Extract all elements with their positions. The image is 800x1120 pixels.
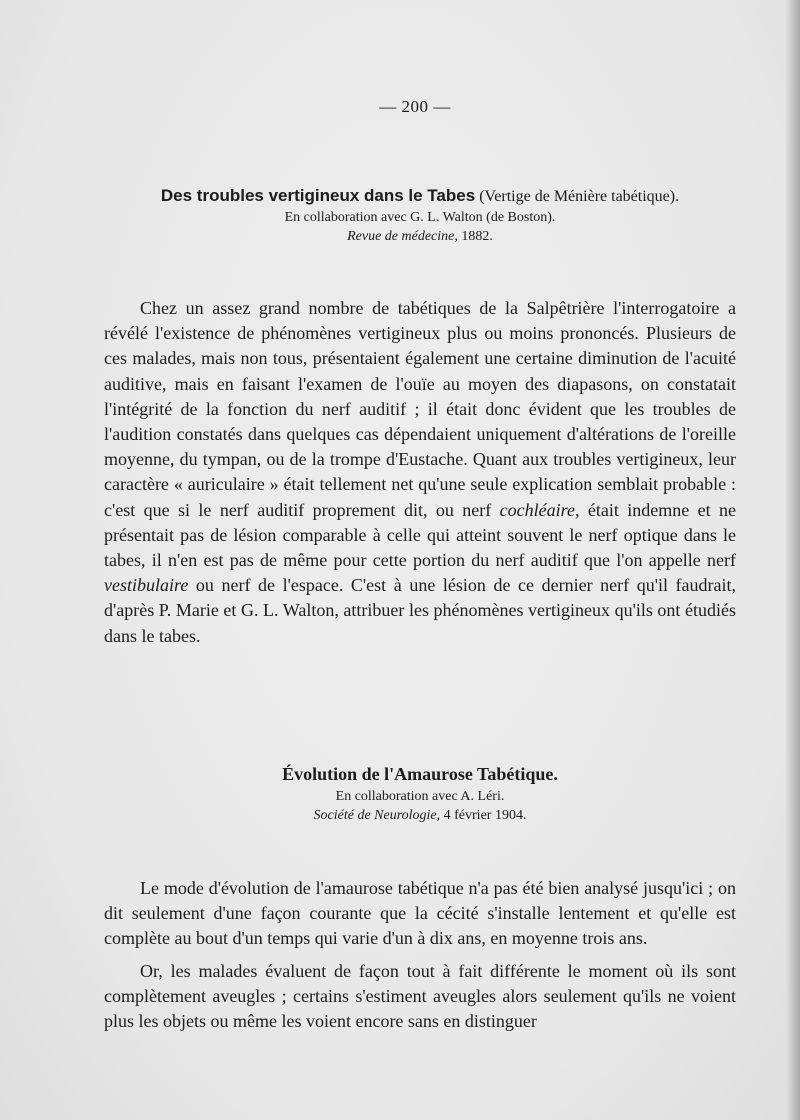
source-journal: Revue de médecine,: [347, 229, 458, 244]
emphasis-vestibulaire: vestibulaire: [104, 575, 189, 596]
article-title-main: Évolution de l'Amaurose Tabétique.: [282, 764, 558, 784]
page-number: — 200 —: [379, 97, 451, 116]
emphasis-cochleaire: cochléaire,: [499, 499, 580, 520]
body-paragraph: Or, les malades évaluent de façon tout à fait différente le moment où ils sont complètement aveugles ; certains s'estiment aveugles alors seulement qu'ils ne voient plus les objets ou même les voient encore sans en distinguer: [104, 960, 736, 1032]
body-paragraph: [104, 296, 736, 649]
source-line: [104, 808, 736, 824]
source-journal: Société de Neurologie,: [313, 808, 441, 823]
collaboration-line: En collaboration avec A. Léri.: [335, 789, 505, 804]
source-year: 1882.: [461, 229, 493, 244]
body-text-part: ou nerf de l'espace. C'est à une lésion de ce dernier nerf qu'il faudrait, d'après P. Marie et G. L. Walton, attribuer les phénomènes vertigineux qu'ils ont étudiés dans le tabes.: [104, 575, 736, 646]
source-date: 4 février 1904.: [443, 808, 527, 823]
body-text-part: était indemne et ne présentait pas de lésion comparable à celle qui atteint souvent le nerf optique dans le tabes, il n'en est pas de même pour cette portion du nerf auditif que l'on appelle nerf: [104, 499, 737, 571]
article-amaurose: [104, 764, 736, 824]
article-title-main: Des troubles vertigineux dans le Tabes: [160, 186, 476, 205]
article-title-subtitle: (Vertige de Ménière tabétique).: [479, 188, 680, 205]
article-title: [104, 764, 736, 785]
source-line: [104, 229, 736, 245]
article-title: [104, 186, 736, 206]
article-vertige-body: [104, 296, 736, 649]
body-paragraph: Le mode d'évolution de l'amaurose tabétique n'a pas été bien analysé jusqu'ici ; on dit seulement d'une façon courante que la cécité s'installe lentement et qu'elle est complète au bout d'un temps qui varie d'un à dix ans, en moyenne trois ans.: [104, 878, 736, 949]
body-text-part: Chez un assez grand nombre de tabétiques de la Salpêtrière l'interrogatoire a révélé l'existence de phénomènes vertigineux plus ou moins prononcés. Plusieurs de ces malades, mais non tous, présentaient également une certaine diminution de l'acuité auditive, mais en faisant l'examen de l'ouïe au moyen des diapasons, on constatait l'intégrité de la fonction du nerf auditif ; il était donc évident que les troubles de l'audition constatés dans quelques cas dépendaient uniquement d'altérations de l'oreille moyenne, du tympan, ou de la trompe d'Eustache. Quant aux troubles vertigineux, leur caractère « auriculaire » était tellement net qu'une seule explication semblait probable : c'est que si le nerf auditif proprement dit, ou nerf: [104, 298, 736, 520]
article-vertige: [104, 186, 736, 245]
article-amaurose-body: [104, 876, 736, 1034]
page-edge-shadow: [786, 0, 800, 1120]
collaboration-line: En collaboration avec G. L. Walton (de Boston).: [284, 210, 556, 225]
